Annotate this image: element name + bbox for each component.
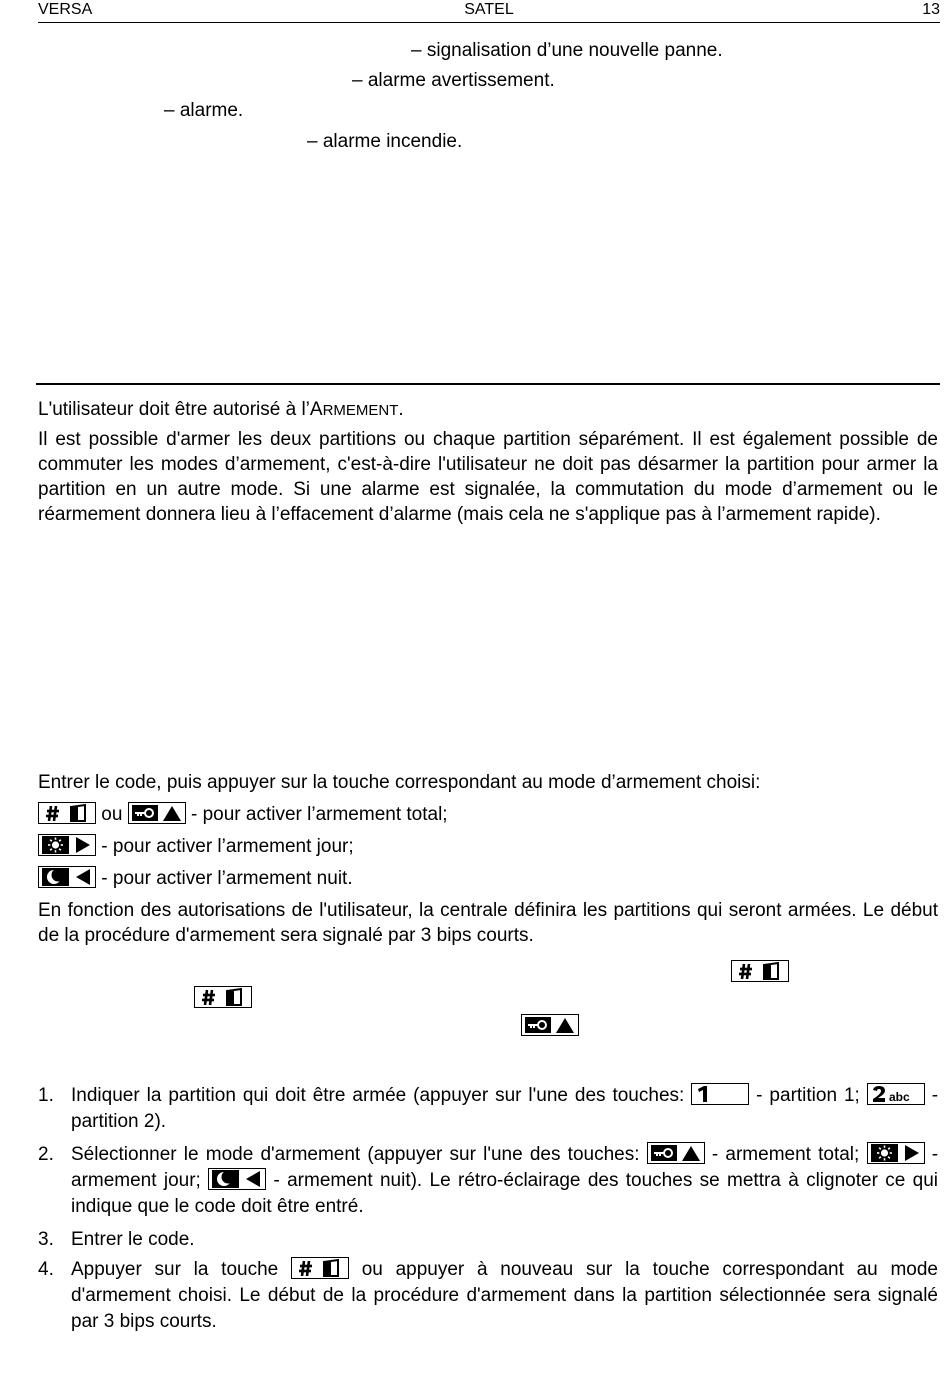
signal-new-fault: – signalisation d’une nouvelle panne. bbox=[411, 40, 723, 61]
page-number: 13 bbox=[922, 1, 940, 18]
hash-key-icon bbox=[194, 986, 252, 1010]
step-1-text: Indiquer la partition qui doit être armée (appuyer sur l'une des touches: bbox=[71, 1085, 685, 1106]
mode-total-line bbox=[38, 802, 448, 828]
auth-end: . bbox=[398, 399, 404, 420]
hash-key-icon bbox=[731, 960, 789, 984]
key-up-key-icon bbox=[128, 802, 186, 824]
partition-2-text: - partition 2). bbox=[71, 1085, 939, 1132]
step-4-text: Appuyer sur la touche bbox=[71, 1259, 279, 1280]
moon-left-key-icon bbox=[38, 866, 96, 888]
auth-text: L'utilisateur doit être autorisé à l’A bbox=[38, 399, 323, 420]
step-number: 3. bbox=[38, 1229, 54, 1250]
hash-key-icon bbox=[291, 1257, 349, 1279]
enter-code-instruction: Entrer le code, puis appuyer sur la touche correspondant au mode d’armement choisi: bbox=[38, 772, 761, 793]
paragraph-partition-arming: En fonction des autorisations de l'utilisateur, la centrale définira les partitions qui seront armées. Le début de la procédure d'armement sera signalé par 3 bips courts. bbox=[38, 900, 938, 946]
sun-right-key-icon bbox=[38, 834, 96, 856]
step-3-text: Entrer le code. bbox=[71, 1229, 195, 1250]
header-brand: SATEL bbox=[464, 1, 514, 18]
mode-total-text: - pour activer l’armement total; bbox=[190, 804, 448, 825]
moon-left-key-icon bbox=[208, 1168, 266, 1190]
header-product: VERSA bbox=[38, 1, 93, 18]
signal-alarm: – alarme. bbox=[164, 100, 244, 121]
mode-day-line bbox=[38, 834, 354, 860]
arming-total-text: - armement total; bbox=[711, 1144, 860, 1165]
step-4 bbox=[38, 1257, 938, 1335]
key-up-key-icon bbox=[521, 1014, 579, 1038]
or-text: ou bbox=[101, 804, 123, 825]
step-number: 4. bbox=[38, 1259, 54, 1280]
step-4-text-cont: ou appuyer à nouveau sur la touche correspondant au mode d'armement choisi. Le début de la procédure d'armement dans la partition sélectionnée sera signalé par 3 bips courts. bbox=[71, 1259, 938, 1332]
key-2-abc-icon bbox=[867, 1083, 925, 1105]
step-3 bbox=[38, 1227, 938, 1253]
hash-key-icon bbox=[38, 802, 96, 824]
page-header bbox=[38, 0, 940, 23]
signal-warning-alarm: – alarme avertissement. bbox=[352, 70, 555, 91]
arming-day-text: - armement jour; bbox=[71, 1144, 939, 1191]
key-1-icon bbox=[691, 1083, 749, 1105]
step-1 bbox=[38, 1083, 938, 1135]
partition-1-text: - partition 1; bbox=[756, 1085, 860, 1106]
key-up-key-icon bbox=[647, 1142, 705, 1164]
authorization-note bbox=[38, 399, 404, 422]
arming-night-text: - armement nuit). Le rétro-éclairage des touches se mettra à clignoter ce qui indique que le code doit être entré. bbox=[71, 1170, 938, 1217]
step-2 bbox=[38, 1142, 938, 1220]
step-number: 2. bbox=[38, 1144, 54, 1165]
step-number: 1. bbox=[38, 1085, 54, 1106]
paragraph-arming-modes: Il est possible d'armer les deux partitions ou chaque partition séparément. Il est également possible de commuter les modes d’armement, c'est-à-dire l'utilisateur ne doit pas désarmer la partition pour armer la partition en un autre mode. Si une alarme est signalée, la commutation du mode d’armement ou le réarmement donnera lieu à l’effacement d’alarme (mais cela ne s'applique pas à l’armement rapide). bbox=[38, 429, 938, 525]
step-2-text: Sélectionner le mode d'armement (appuyer sur l'une des touches: bbox=[71, 1144, 640, 1165]
signal-fire-alarm: – alarme incendie. bbox=[307, 131, 463, 152]
sun-right-key-icon bbox=[867, 1142, 925, 1164]
auth-smallcaps: RMEMENT bbox=[322, 402, 399, 419]
mode-day-text: - pour activer l’armement jour; bbox=[101, 836, 354, 857]
mode-night-line bbox=[38, 866, 353, 892]
mode-night-text: - pour activer l’armement nuit. bbox=[101, 868, 353, 889]
section-divider bbox=[36, 383, 940, 385]
